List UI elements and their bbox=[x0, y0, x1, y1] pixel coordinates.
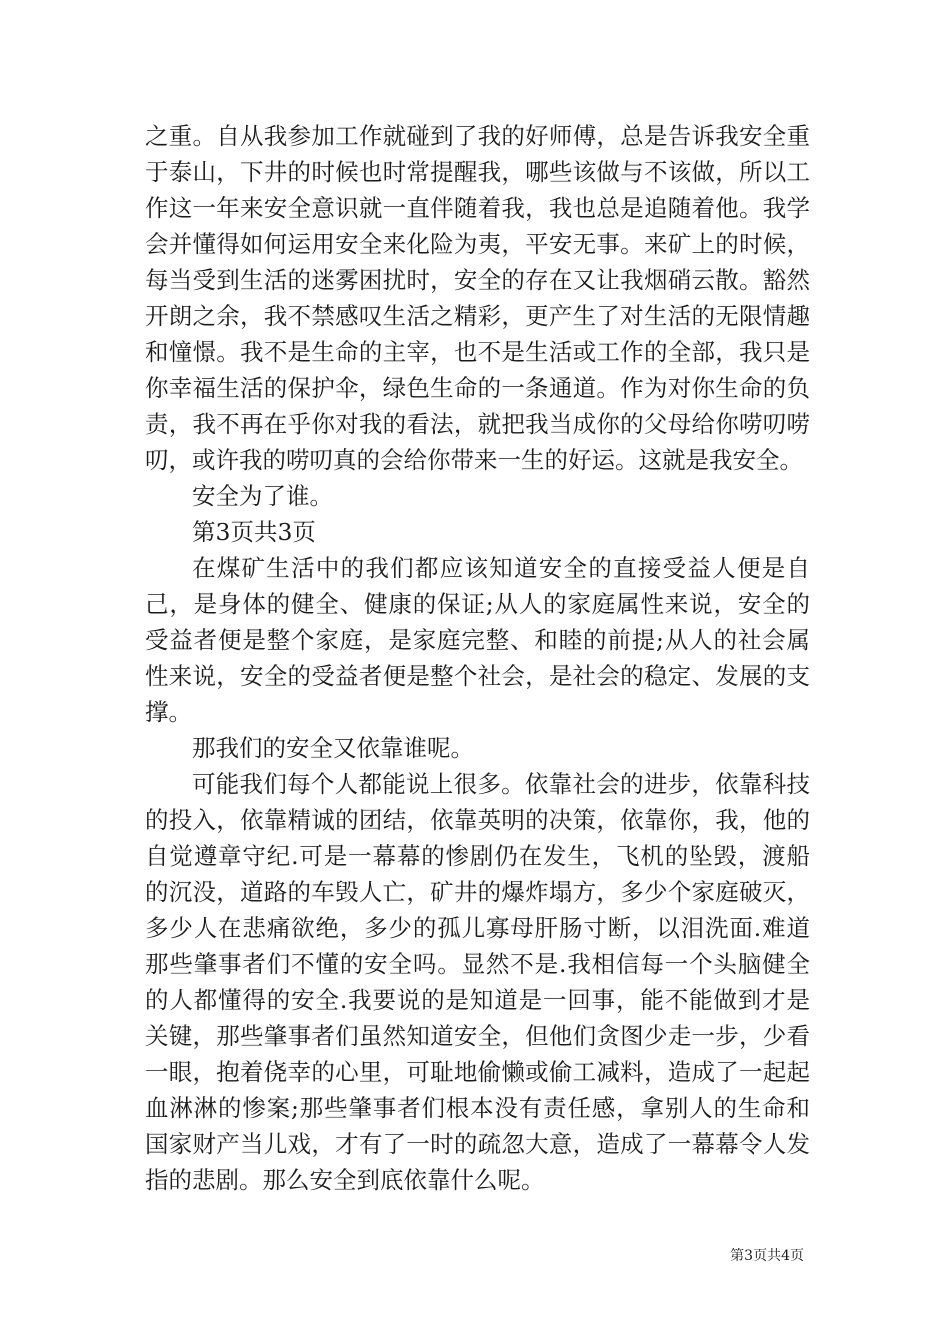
page-number-footer: 第3页共4页 bbox=[730, 1248, 804, 1264]
paragraph-beneficiaries: 在煤矿生活中的我们都应该知道安全的直接受益人便是自己，是身体的健全、健康的保证;从人的家庭属性来说，安全的受益者便是整个家庭，是家庭完整、和睦的前提;从人的社会属性来说，安全的受益者便是整个社会，是社会的稳定、发展的支撑。 bbox=[145, 554, 810, 726]
document-body bbox=[145, 118, 810, 1198]
paragraph-inline-page-marker: 第3页共3页 bbox=[192, 518, 316, 546]
paragraph-question: 那我们的安全又依靠谁呢。 bbox=[192, 734, 474, 762]
paragraph-heading-for-whom: 安全为了谁。 bbox=[192, 482, 333, 510]
paragraph-continuation: 之重。自从我参加工作就碰到了我的好师傅，总是告诉我安全重于泰山，下井的时候也时常提醒我，哪些该做与不该做，所以工作这一年来安全意识就一直伴随着我，我也总是追随着他。我学会并懂得如何运用安全来化险为夷，平安无事。来矿上的时候，每当受到生活的迷雾困扰时，安全的存在又让我烟硝云散。豁然开朗之余，我不禁感叹生活之精彩，更产生了对生活的无限情趣和憧憬。我不是生命的主宰，也不是生活或工作的全部，我只是你幸福生活的保护伞，绿色生命的一条通道。作为对你生命的负责，我不再在乎你对我的看法，就把我当成你的父母给你唠叨唠叨，或许我的唠叨真的会给你带来一生的好运。这就是我安全。 bbox=[145, 122, 810, 474]
paragraph-reliance: 可能我们每个人都能说上很多。依靠社会的进步，依靠科技的投入，依靠精诚的团结，依靠英明的决策，依靠你，我，他的自觉遵章守纪.可是一幕幕的惨剧仍在发生，飞机的坠毁，渡船的沉没，道路的车毁人亡，矿井的爆炸塌方，多少个家庭破灭，多少人在悲痛欲绝，多少的孤儿寡母肝肠寸断，以泪洗面.难道那些肇事者们不懂的安全吗。显然不是.我相信每一个头脑健全的人都懂得的安全.我要说的是知道是一回事，能不能做到才是关键，那些肇事者们虽然知道安全，但他们贪图少走一步，少看一眼，抱着侥幸的心里，可耻地偷懒或偷工减料，造成了一起起血淋淋的惨案;那些肇事者们根本没有责任感，拿别人的生命和国家财产当儿戏，才有了一时的疏忽大意，造成了一幕幕令人发指的悲剧。那么安全到底依靠什么呢。 bbox=[145, 770, 810, 1194]
